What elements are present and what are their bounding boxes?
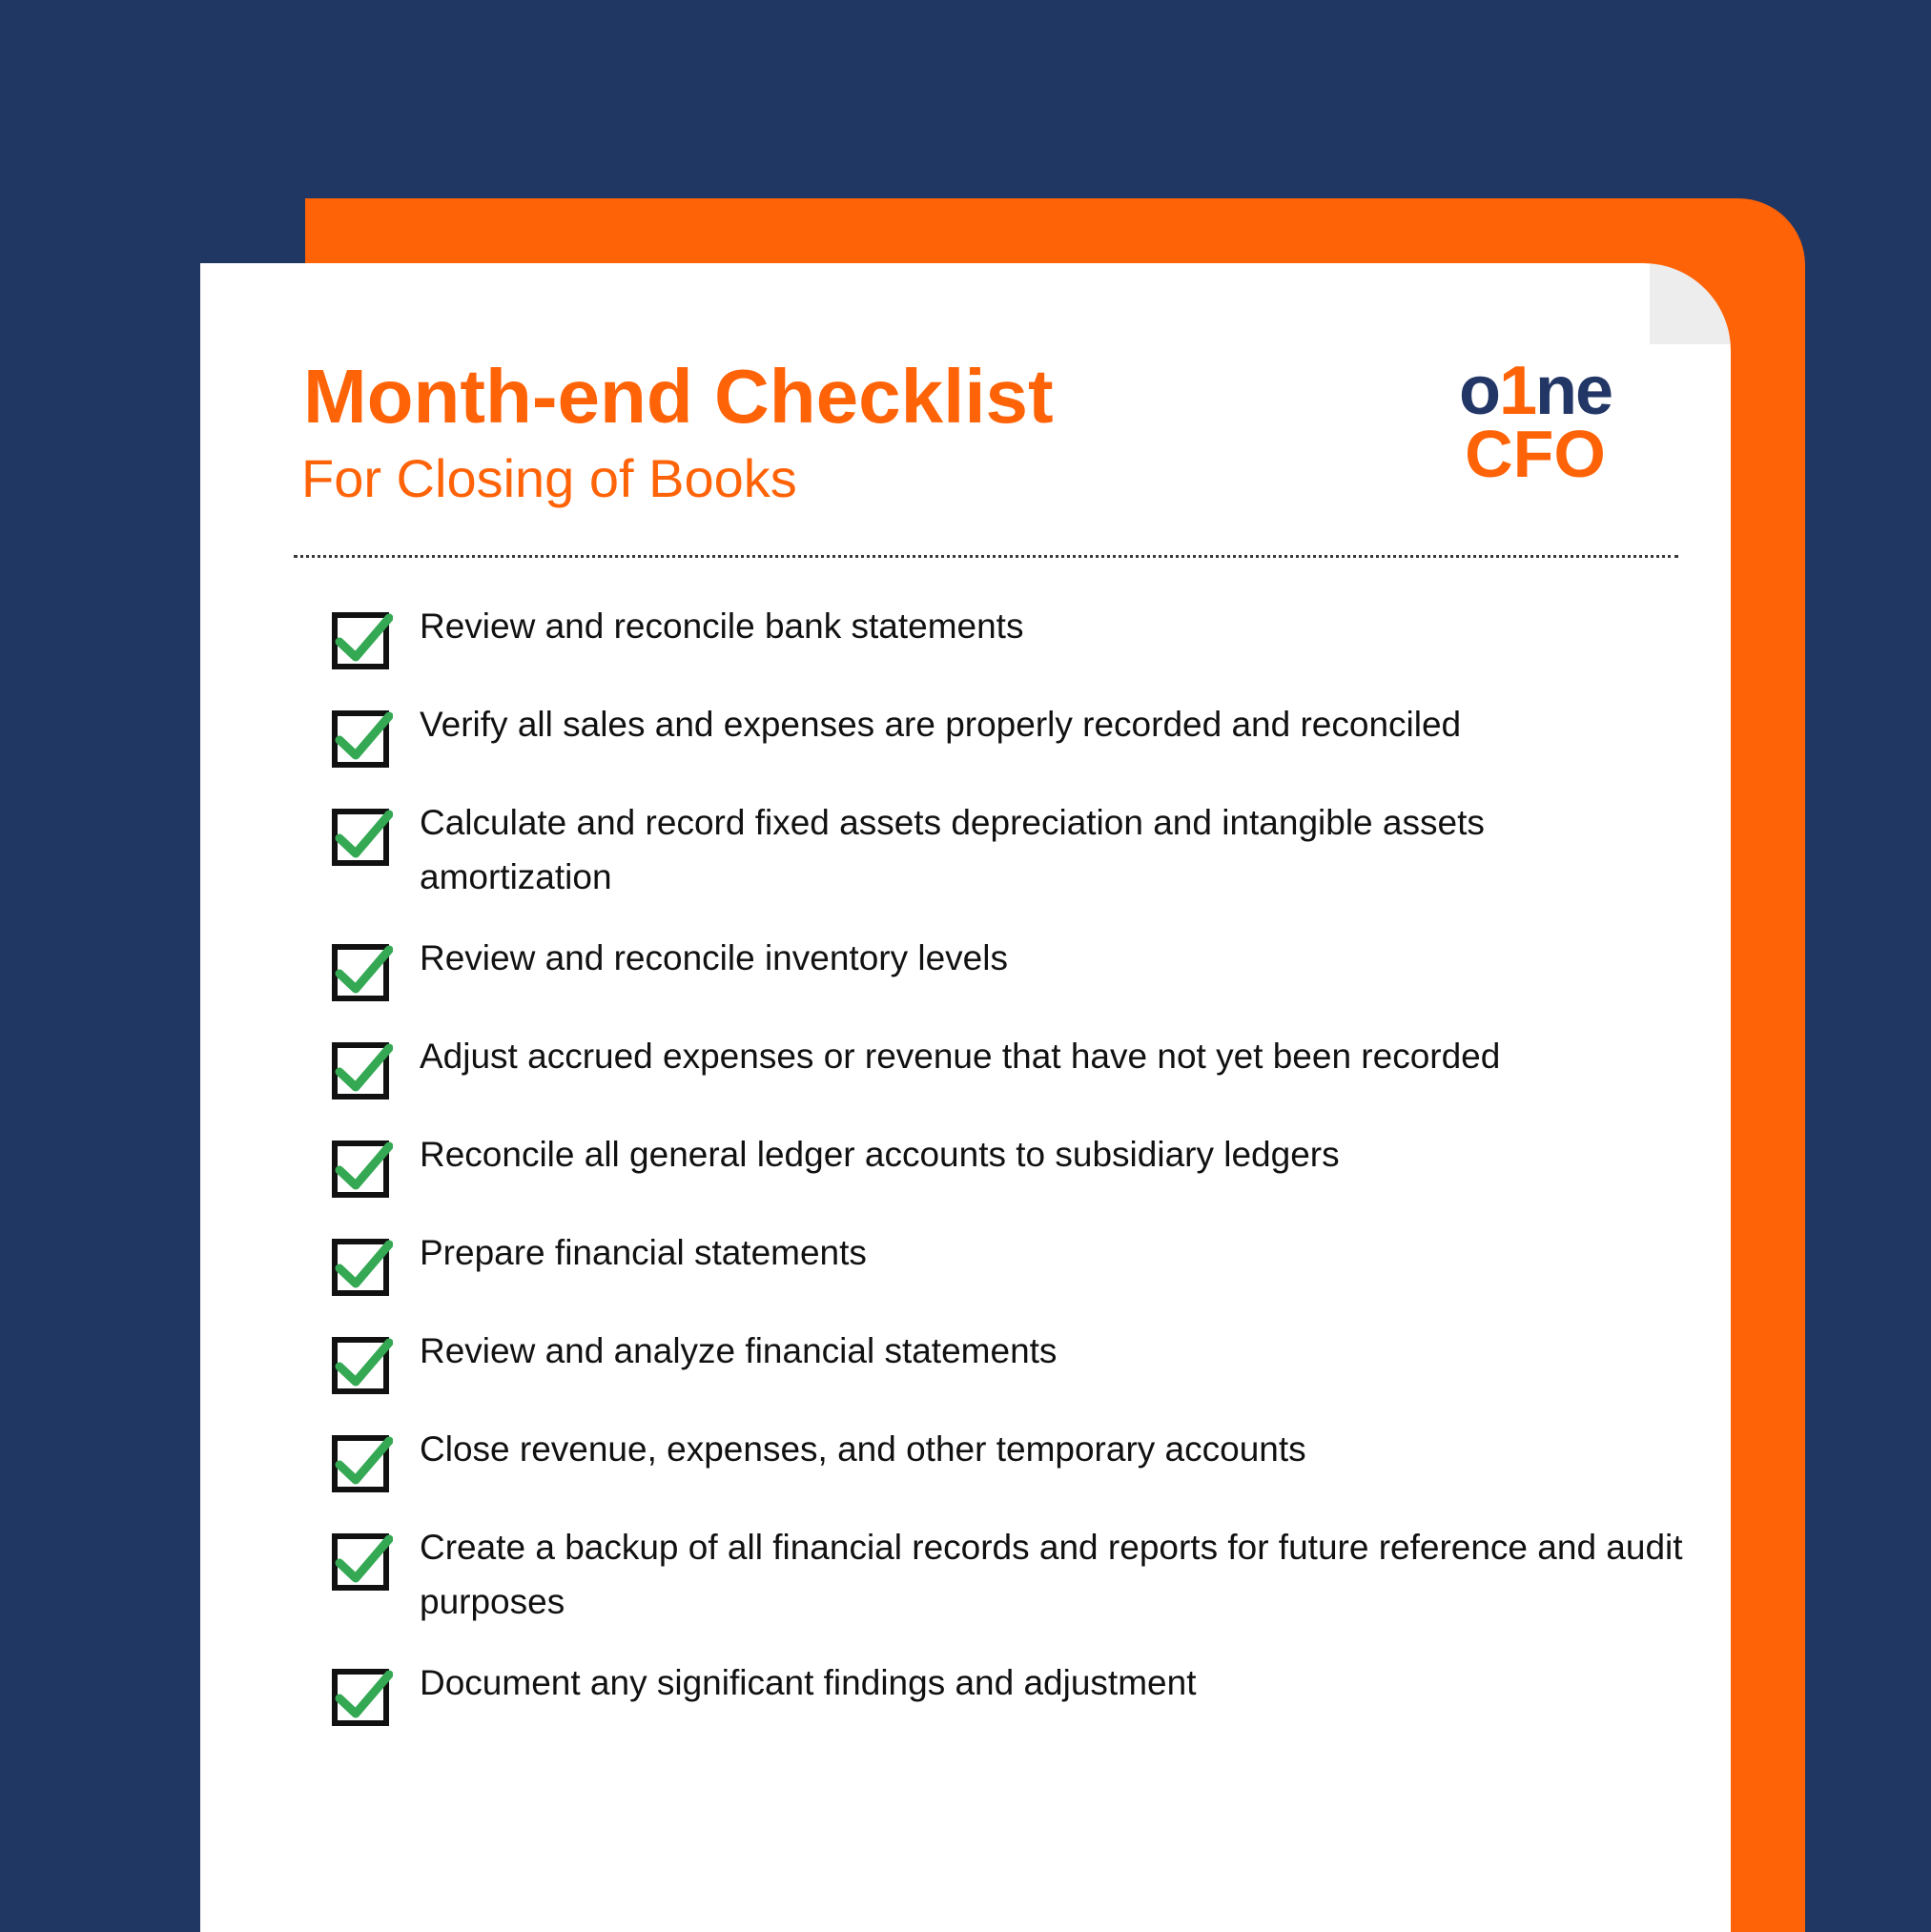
checklist-item-label: Calculate and record fixed assets depreciation and intangible assets amortization: [420, 803, 1485, 896]
checklist-item-label: Close revenue, expenses, and other temporary accounts: [420, 1429, 1306, 1469]
checklist-item: [332, 1429, 1686, 1493]
checklist: [332, 606, 1686, 1771]
checklist-item-label: Review and analyze financial statements: [420, 1331, 1058, 1370]
checklist-item: [332, 1233, 1686, 1297]
checklist-page: [200, 263, 1731, 1932]
checked-checkbox-icon[interactable]: [332, 1236, 393, 1297]
checklist-item-label: Reconcile all general ledger accounts to subsidiary ledgers: [420, 1135, 1340, 1174]
checklist-item: [332, 803, 1686, 904]
checked-checkbox-icon[interactable]: [332, 708, 393, 769]
checklist-item: [332, 1663, 1686, 1727]
checked-checkbox-icon[interactable]: [332, 1039, 393, 1100]
checked-checkbox-icon[interactable]: [332, 1334, 393, 1395]
page-curl-corner: [1650, 263, 1731, 344]
checklist-item: [332, 606, 1686, 670]
checklist-item: [332, 1037, 1686, 1100]
svg-text:CFO: CFO: [1465, 417, 1606, 488]
checklist-item-label: Prepare financial statements: [420, 1233, 867, 1272]
onecfo-logo: [1449, 355, 1621, 488]
svg-text:o1ne: o1ne: [1458, 355, 1613, 429]
checked-checkbox-icon[interactable]: [332, 1432, 393, 1493]
checked-checkbox-icon[interactable]: [332, 941, 393, 1002]
checklist-item-label: Review and reconcile inventory levels: [420, 938, 1008, 977]
checklist-item: [332, 1135, 1686, 1199]
page-title: Month-end Checklist: [303, 354, 1054, 439]
checked-checkbox-icon[interactable]: [332, 806, 393, 867]
page-subtitle: For Closing of Books: [301, 448, 797, 508]
checked-checkbox-icon[interactable]: [332, 1138, 393, 1199]
checklist-item: [332, 1528, 1686, 1629]
checklist-item-label: Verify all sales and expenses are properly recorded and reconciled: [420, 705, 1462, 744]
checklist-item-label: Create a backup of all financial records and reports for future reference and audit purposes: [420, 1528, 1683, 1621]
checklist-item: [332, 705, 1686, 769]
checklist-item: [332, 1331, 1686, 1395]
checklist-item-label: Document any significant findings and adjustment: [420, 1663, 1197, 1702]
dotted-divider: [294, 555, 1678, 558]
checked-checkbox-icon[interactable]: [332, 1531, 393, 1592]
checklist-item-label: Review and reconcile bank statements: [420, 606, 1024, 646]
checklist-item-label: Adjust accrued expenses or revenue that have not yet been recorded: [420, 1037, 1501, 1076]
checked-checkbox-icon[interactable]: [332, 1666, 393, 1727]
checklist-item: [332, 938, 1686, 1002]
checked-checkbox-icon[interactable]: [332, 609, 393, 670]
